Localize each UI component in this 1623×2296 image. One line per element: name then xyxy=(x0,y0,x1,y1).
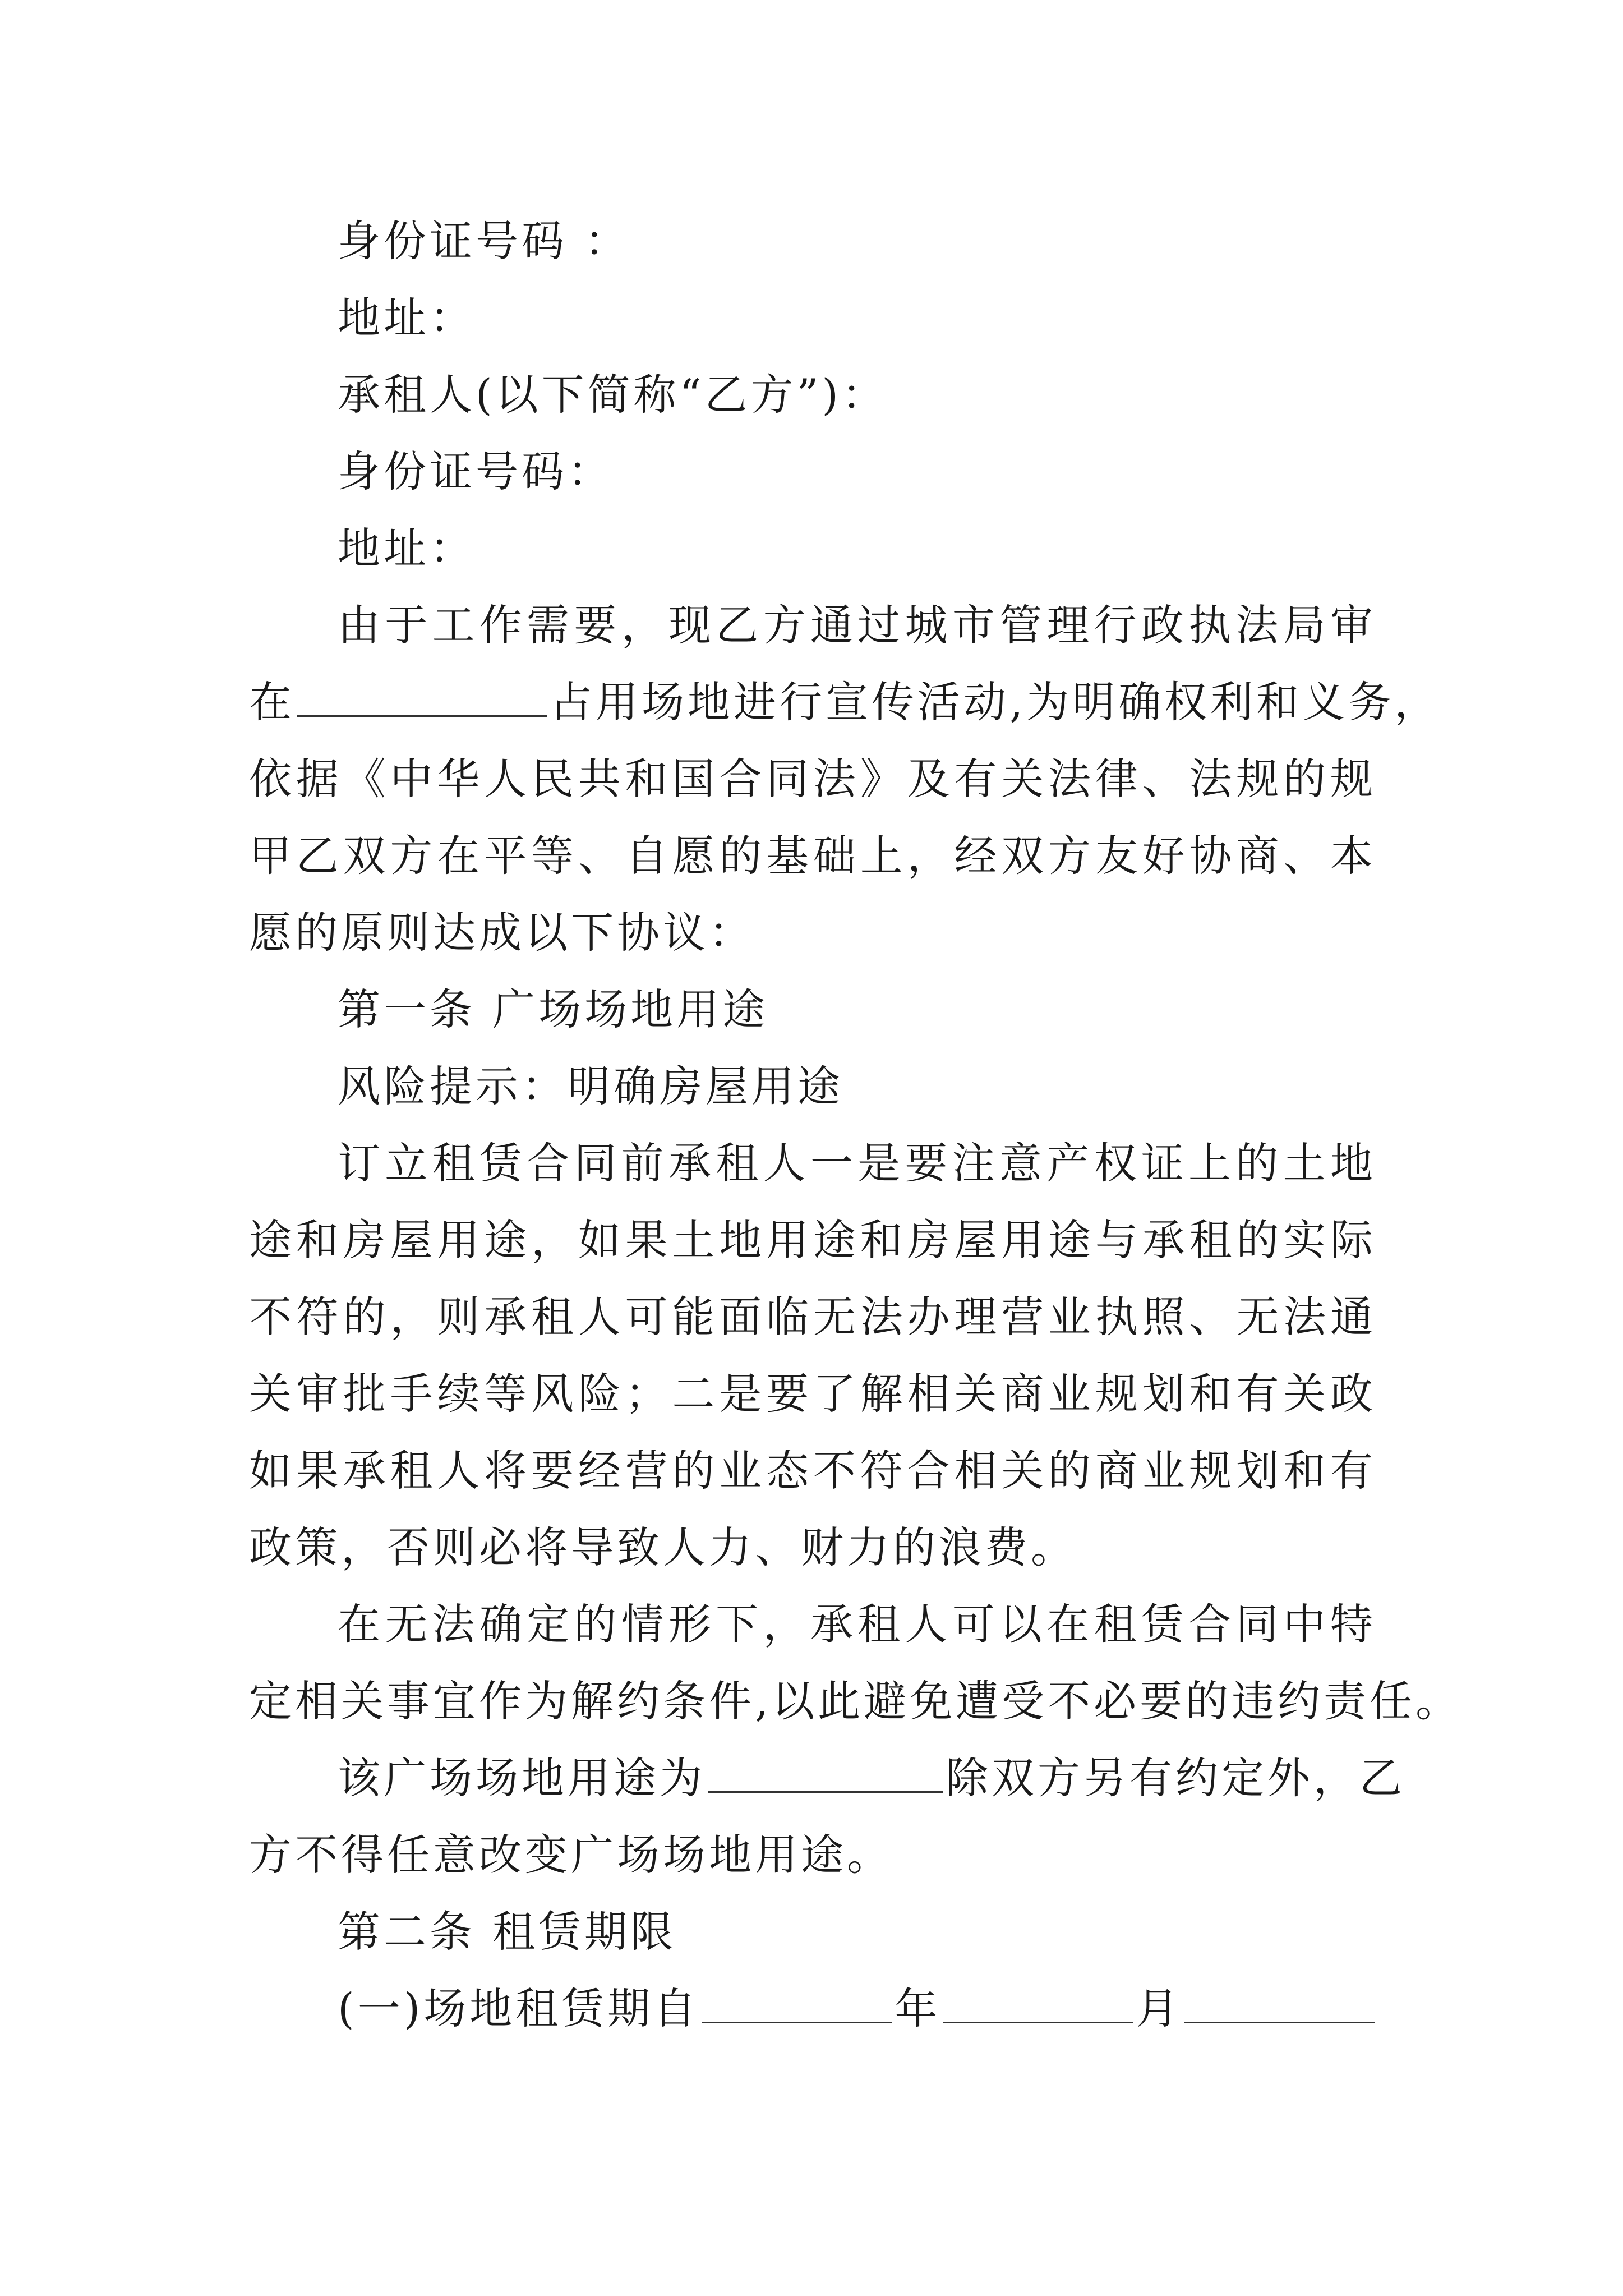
usage-para-line-1 xyxy=(249,1750,1405,1806)
lessee-address-label: 地址： xyxy=(338,523,476,573)
risk-para-line-3: 不符的，则承租人可能面临无法办理营业执照、无法通 xyxy=(249,1292,1376,1342)
lessee-label: 承租人(以下简称“乙方”)： xyxy=(338,370,888,420)
lessor-address-label: 地址： xyxy=(338,293,476,343)
usage-para-prefix: 该广场场地用途为 xyxy=(338,1753,706,1803)
preamble-line-1: 由于工作需要，现乙方通过城市管理行政执法局审 xyxy=(338,600,1376,650)
lessor-id-label: 身份证号码 ： xyxy=(338,216,631,266)
risk-para-line-2: 途和房屋用途，如果土地用途和房屋用途与承租的实际 xyxy=(249,1215,1376,1265)
uncertain-para-line-2: 定相关事宜作为解约条件,以此避免遭受不必要的违约责任。 xyxy=(249,1676,1462,1726)
article-1-title: 第一条 广场场地用途 xyxy=(338,984,769,1034)
term-prefix: (一)场地租赁期自 xyxy=(338,1984,700,2033)
risk-para-line-4: 关审批手续等风险；二是要了解相关商业规划和有关政 xyxy=(249,1369,1376,1419)
preamble-line-5: 愿的原则达成以下协议： xyxy=(249,908,755,958)
risk-para-line-1: 订立租赁合同前承租人一是要注意产权证上的土地 xyxy=(338,1138,1376,1188)
month-blank xyxy=(943,1982,1133,2023)
preamble-line-3: 依据《中华人民共和国合同法》及有关法律、法规的规 xyxy=(249,754,1376,804)
usage-blank xyxy=(708,1752,943,1793)
uncertain-para-line-1: 在无法确定的情形下，承租人可以在租赁合同中特 xyxy=(338,1599,1376,1649)
preamble-line-2-prefix: 在 xyxy=(249,677,295,727)
article-2-title: 第二条 租赁期限 xyxy=(338,1907,677,1957)
preamble-line-2-suffix: 占用场地进行宣传活动,为明确权利和义务， xyxy=(550,677,1441,727)
term-year-label: 年 xyxy=(895,1984,941,2033)
preamble-line-2 xyxy=(249,674,1441,730)
term-month-label: 月 xyxy=(1136,1984,1182,2033)
lessee-id-label: 身份证号码： xyxy=(338,447,614,496)
risk-tip: 风险提示：明确房屋用途 xyxy=(338,1061,843,1111)
preamble-line-4: 甲乙双方在平等、自愿的基础上，经双方友好协商、本 xyxy=(249,831,1376,881)
year-blank xyxy=(702,1982,892,2023)
usage-para-suffix: 除双方另有约定外，乙 xyxy=(946,1753,1405,1803)
location-blank xyxy=(297,676,547,717)
usage-para-line-2: 方不得任意改变广场场地用途。 xyxy=(249,1830,893,1880)
risk-para-line-5: 如果承租人将要经营的业态不符合相关的商业规划和有 xyxy=(249,1446,1376,1496)
day-blank xyxy=(1184,1982,1375,2023)
risk-para-line-6: 政策，否则必将导致人力、财力的浪费。 xyxy=(249,1522,1077,1572)
term-line xyxy=(249,1981,1376,2037)
